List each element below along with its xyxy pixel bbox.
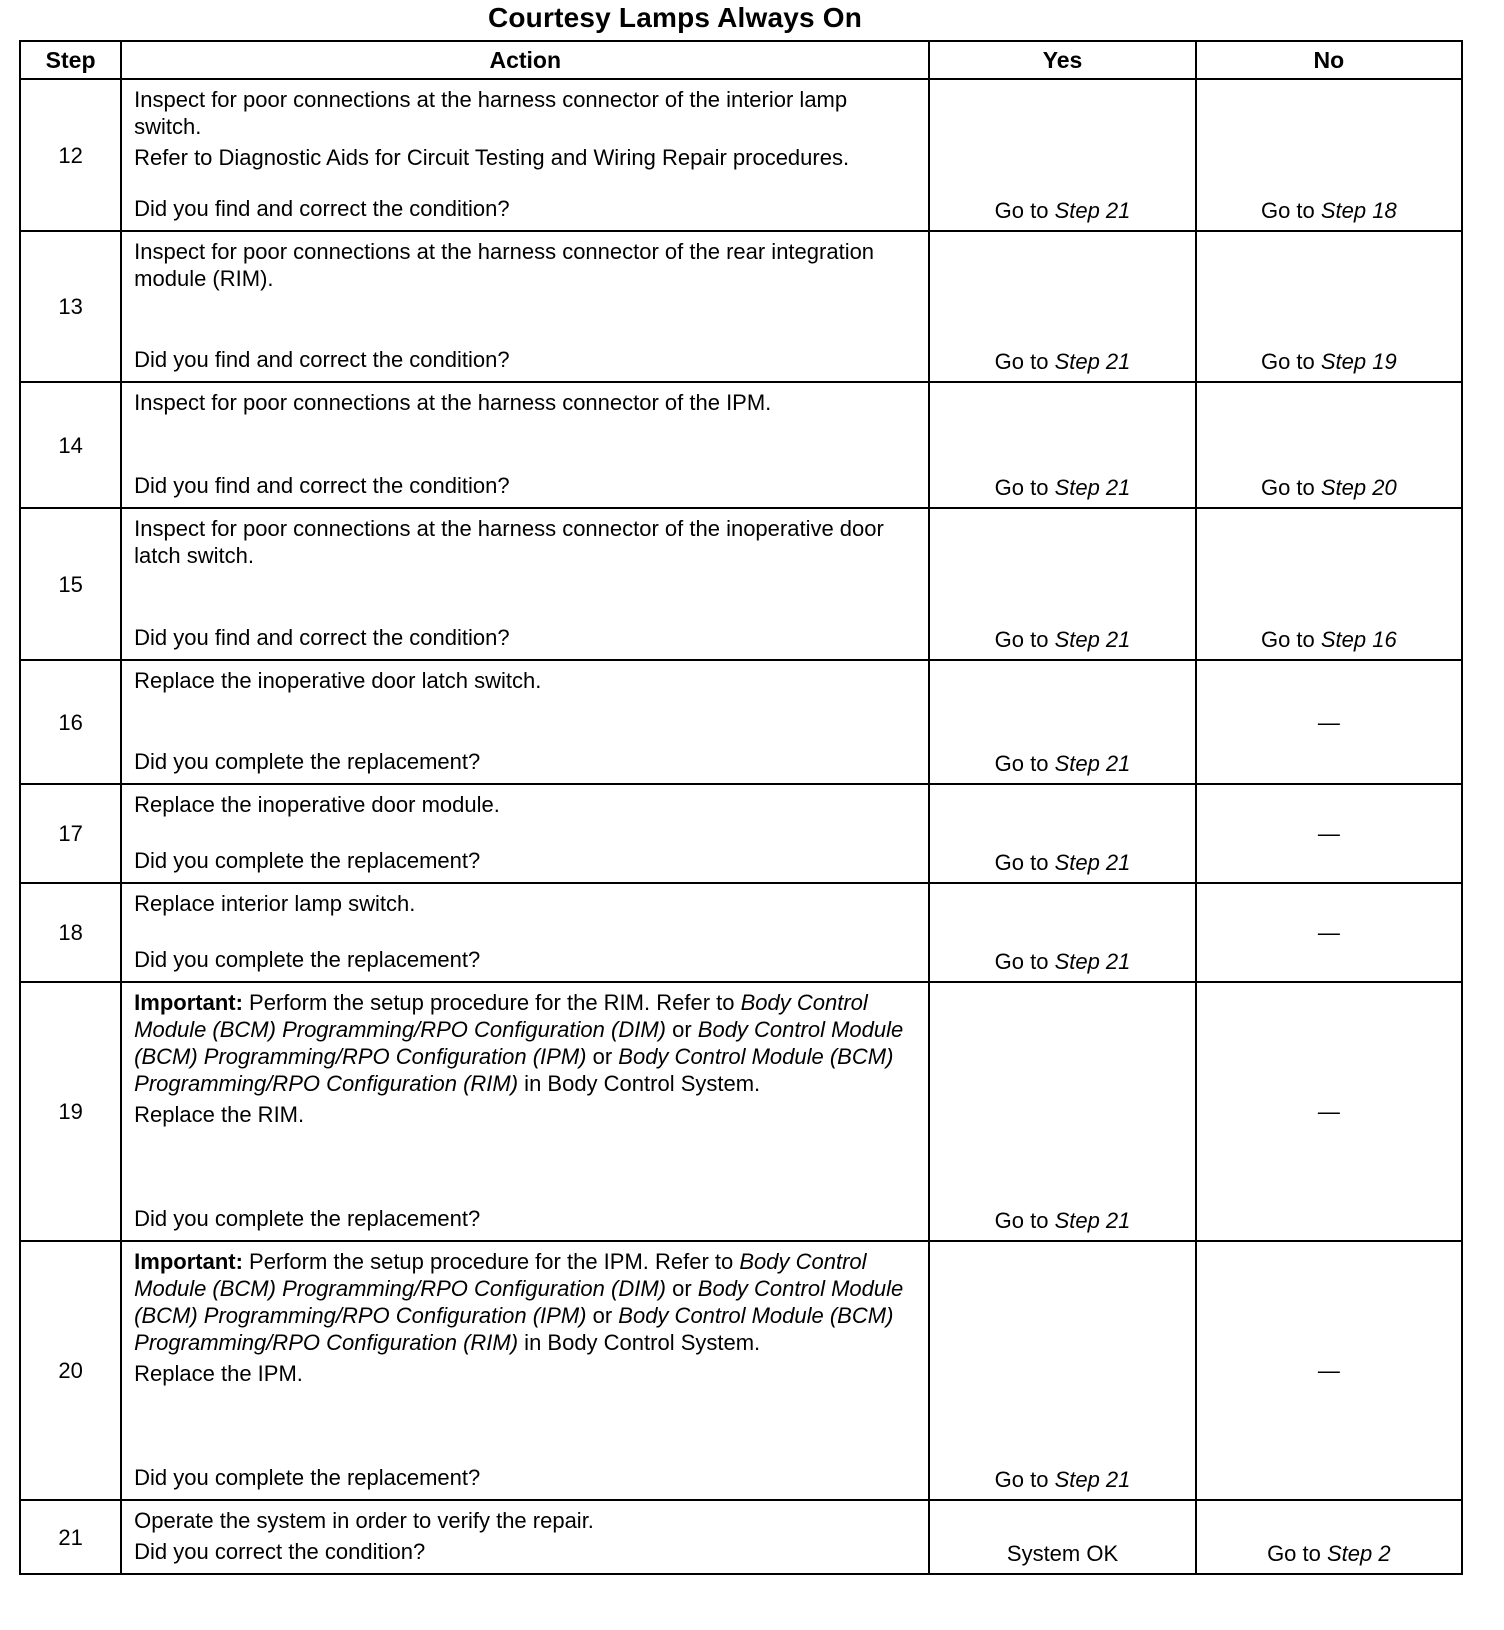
step-number: 13 bbox=[20, 231, 121, 382]
yes-result bbox=[929, 883, 1195, 982]
action-question: Did you correct the condition? bbox=[134, 1539, 426, 1564]
action-question: Did you find and correct the condition? bbox=[134, 347, 510, 372]
action-text: Inspect for poor connections at the harness connector of the rear integration module (RIM). bbox=[134, 239, 875, 291]
step-number: 12 bbox=[20, 79, 121, 231]
no-result bbox=[1196, 79, 1462, 231]
step-number: 20 bbox=[20, 1241, 121, 1500]
goto-prefix: Go to bbox=[994, 850, 1055, 875]
goto-step-ref: Step 21 bbox=[1054, 627, 1131, 652]
no-result bbox=[1196, 508, 1462, 660]
action-cell bbox=[121, 982, 929, 1241]
goto-prefix: Go to bbox=[994, 1467, 1055, 1492]
reference-link-text: Body Control Module (BCM) Programming/RPO Configuration (RIM) bbox=[134, 1303, 894, 1355]
yes-result bbox=[929, 508, 1195, 660]
table-header-row bbox=[20, 41, 1462, 79]
action-paragraph bbox=[134, 238, 916, 292]
goto-prefix: Go to bbox=[994, 627, 1055, 652]
no-result: — bbox=[1196, 660, 1462, 784]
action-question: Did you find and correct the condition? bbox=[134, 473, 510, 498]
action-cell bbox=[121, 883, 929, 982]
action-text: or bbox=[665, 1017, 698, 1042]
header-step: Step bbox=[20, 41, 121, 79]
action-question: Did you complete the replacement? bbox=[134, 1206, 481, 1231]
action-paragraph bbox=[134, 667, 916, 694]
table-row bbox=[20, 1500, 1462, 1574]
step-number: 18 bbox=[20, 883, 121, 982]
action-text: Inspect for poor connections at the harness connector of the interior lamp switch. bbox=[134, 87, 848, 139]
yes-result bbox=[929, 79, 1195, 231]
action-paragraph bbox=[134, 791, 916, 818]
yes-result bbox=[929, 784, 1195, 883]
header-yes: Yes bbox=[929, 41, 1195, 79]
action-paragraph bbox=[134, 1101, 916, 1128]
action-paragraph bbox=[134, 144, 916, 171]
table-row bbox=[20, 982, 1462, 1241]
table-row bbox=[20, 1241, 1462, 1500]
yes-result: System OK bbox=[929, 1500, 1195, 1574]
step-number: 19 bbox=[20, 982, 121, 1241]
no-result: — bbox=[1196, 982, 1462, 1241]
goto-prefix: Go to bbox=[1260, 627, 1321, 652]
action-cell bbox=[121, 784, 929, 883]
page-title: Courtesy Lamps Always On bbox=[487, 2, 863, 33]
goto-step-ref: Step 20 bbox=[1320, 475, 1397, 500]
goto-prefix: Go to bbox=[1260, 475, 1321, 500]
goto-step-ref: Step 21 bbox=[1054, 475, 1131, 500]
yes-result bbox=[929, 231, 1195, 382]
goto-step-ref: Step 19 bbox=[1320, 349, 1397, 374]
action-paragraph bbox=[134, 389, 916, 416]
header-no: No bbox=[1196, 41, 1462, 79]
goto-prefix: Go to bbox=[994, 198, 1055, 223]
header-action: Action bbox=[121, 41, 929, 79]
action-text: Replace the inoperative door module. bbox=[134, 792, 500, 817]
goto-step-ref: Step 21 bbox=[1054, 349, 1131, 374]
step-number: 14 bbox=[20, 382, 121, 508]
action-paragraph bbox=[134, 989, 916, 1097]
table-row bbox=[20, 231, 1462, 382]
action-cell bbox=[121, 79, 929, 231]
reference-link-text: Body Control Module (BCM) Programming/RPO Configuration (DIM) bbox=[134, 1249, 867, 1301]
action-cell bbox=[121, 508, 929, 660]
table-row bbox=[20, 508, 1462, 660]
step-number: 16 bbox=[20, 660, 121, 784]
step-number: 17 bbox=[20, 784, 121, 883]
goto-prefix: Go to bbox=[1260, 349, 1321, 374]
goto-step-ref: Step 21 bbox=[1054, 850, 1131, 875]
no-result bbox=[1196, 1500, 1462, 1574]
goto-prefix: Go to bbox=[994, 949, 1055, 974]
action-cell bbox=[121, 1241, 929, 1500]
table-row bbox=[20, 883, 1462, 982]
yes-result bbox=[929, 1241, 1195, 1500]
action-question: Did you complete the replacement? bbox=[134, 848, 481, 873]
no-result: — bbox=[1196, 883, 1462, 982]
goto-prefix: Go to bbox=[1267, 1541, 1327, 1566]
action-text: Replace the RIM. bbox=[134, 1102, 305, 1127]
action-cell bbox=[121, 382, 929, 508]
action-text: Inspect for poor connections at the harness connector of the IPM. bbox=[134, 390, 772, 415]
action-question: Did you complete the replacement? bbox=[134, 947, 481, 972]
table-row bbox=[20, 660, 1462, 784]
action-cell bbox=[121, 660, 929, 784]
action-text: or bbox=[586, 1303, 619, 1328]
action-question: Did you find and correct the condition? bbox=[134, 196, 510, 221]
action-text: in Body Control System. bbox=[518, 1071, 761, 1096]
no-result bbox=[1196, 382, 1462, 508]
goto-prefix: Go to bbox=[994, 1208, 1055, 1233]
goto-step-ref: Step 21 bbox=[1054, 1208, 1131, 1233]
action-text: Replace the inoperative door latch switch. bbox=[134, 668, 542, 693]
reference-link-text: Body Control Module (BCM) Programming/RPO Configuration (IPM) bbox=[134, 1276, 904, 1328]
goto-step-ref: Step 21 bbox=[1054, 751, 1131, 776]
goto-step-ref: Step 21 bbox=[1054, 1467, 1131, 1492]
table-row bbox=[20, 79, 1462, 231]
action-paragraph bbox=[134, 86, 916, 140]
action-question: Did you complete the replacement? bbox=[134, 749, 481, 774]
action-text: Perform the setup procedure for the IPM. Refer to bbox=[242, 1249, 740, 1274]
step-number: 15 bbox=[20, 508, 121, 660]
action-paragraph bbox=[134, 1360, 916, 1387]
action-text: in Body Control System. bbox=[518, 1330, 761, 1355]
important-label: Important: bbox=[134, 1249, 243, 1274]
no-result: — bbox=[1196, 1241, 1462, 1500]
table-body bbox=[20, 79, 1462, 1574]
no-result bbox=[1196, 231, 1462, 382]
goto-step-ref: Step 2 bbox=[1326, 1541, 1391, 1566]
action-text: Inspect for poor connections at the harness connector of the inoperative door latch switch. bbox=[134, 516, 884, 568]
important-label: Important: bbox=[134, 990, 243, 1015]
table-row bbox=[20, 382, 1462, 508]
action-question: Did you find and correct the condition? bbox=[134, 625, 510, 650]
goto-step-ref: Step 18 bbox=[1320, 198, 1397, 223]
yes-result bbox=[929, 982, 1195, 1241]
action-paragraph bbox=[134, 1248, 916, 1356]
reference-link-text: Body Control Module (BCM) Programming/RPO Configuration (RIM) bbox=[134, 1044, 894, 1096]
action-paragraph bbox=[134, 515, 916, 569]
action-paragraph bbox=[134, 890, 916, 917]
table-row bbox=[20, 784, 1462, 883]
action-cell bbox=[121, 231, 929, 382]
action-text: Refer to Diagnostic Aids for Circuit Testing and Wiring Repair procedures. bbox=[134, 145, 850, 170]
step-number: 21 bbox=[20, 1500, 121, 1574]
goto-step-ref: Step 21 bbox=[1054, 198, 1131, 223]
action-question: Did you complete the replacement? bbox=[134, 1465, 481, 1490]
yes-result bbox=[929, 660, 1195, 784]
goto-step-ref: Step 16 bbox=[1320, 627, 1397, 652]
action-text: Replace interior lamp switch. bbox=[134, 891, 416, 916]
action-text: Replace the IPM. bbox=[134, 1361, 303, 1386]
goto-prefix: Go to bbox=[994, 349, 1055, 374]
action-text: or bbox=[665, 1276, 698, 1301]
yes-result bbox=[929, 382, 1195, 508]
action-text: Perform the setup procedure for the RIM. Refer to bbox=[242, 990, 741, 1015]
diagnostic-table bbox=[19, 40, 1463, 1575]
reference-link-text: Body Control Module (BCM) Programming/RPO Configuration (IPM) bbox=[134, 1017, 904, 1069]
action-cell bbox=[121, 1500, 929, 1574]
action-text: Operate the system in order to verify the repair. bbox=[134, 1508, 594, 1533]
goto-prefix: Go to bbox=[1260, 198, 1321, 223]
action-text: or bbox=[586, 1044, 619, 1069]
no-result: — bbox=[1196, 784, 1462, 883]
goto-prefix: Go to bbox=[994, 475, 1055, 500]
action-paragraph bbox=[134, 1507, 916, 1534]
goto-step-ref: Step 21 bbox=[1054, 949, 1131, 974]
reference-link-text: Body Control Module (BCM) Programming/RPO Configuration (DIM) bbox=[134, 990, 868, 1042]
goto-prefix: Go to bbox=[994, 751, 1055, 776]
